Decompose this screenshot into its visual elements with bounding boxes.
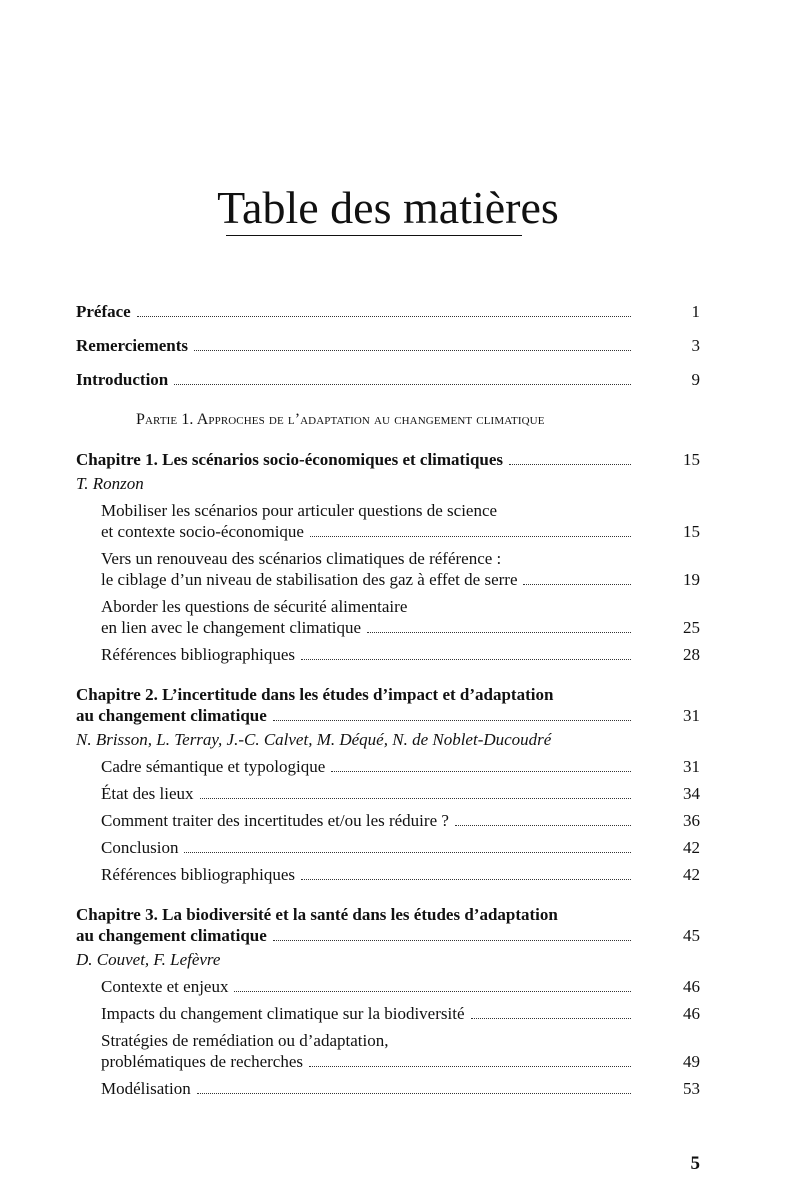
- entry-page-number: 34: [683, 784, 700, 803]
- dot-leader: [273, 940, 631, 941]
- dot-leader: [367, 632, 631, 633]
- entry-page-number: 36: [683, 811, 700, 830]
- entry-page-number: 53: [683, 1079, 700, 1098]
- section-entry: [101, 1078, 700, 1099]
- entry-title: Chapitre 2. L’incertitude dans les études d’impact et d’adaptation: [76, 685, 554, 704]
- entry-page-number: 46: [683, 977, 700, 996]
- entry-page-number: 46: [683, 1004, 700, 1023]
- dot-leader: [273, 720, 631, 721]
- entry-title: au changement climatique: [76, 926, 267, 945]
- dot-leader: [509, 464, 631, 465]
- chapter-entry: [76, 449, 700, 470]
- entry-line: [101, 1003, 700, 1024]
- entry-line: [76, 925, 700, 946]
- entry-line: [101, 783, 700, 804]
- entry-line: [76, 335, 700, 356]
- entry-title: Stratégies de remédiation ou d’adaptation,: [101, 1031, 389, 1050]
- entry-line: [101, 837, 700, 858]
- toc-entry: [76, 369, 700, 390]
- entry-page-number: 31: [683, 706, 700, 725]
- entry-line: [101, 810, 700, 831]
- dot-leader: [184, 852, 631, 853]
- section-entry: [101, 644, 700, 665]
- entry-line: [76, 449, 700, 470]
- entry-title: Préface: [76, 302, 131, 321]
- entry-line: [76, 301, 700, 322]
- dot-leader: [455, 825, 631, 826]
- entry-line: [76, 369, 700, 390]
- section-entry: [101, 976, 700, 997]
- entry-line: [101, 617, 700, 638]
- entry-title: Références bibliographiques: [101, 645, 296, 664]
- entry-title: Impacts du changement climatique sur la biodiversité: [101, 1004, 465, 1023]
- dot-leader: [471, 1018, 632, 1019]
- entry-title: et contexte socio-économique: [101, 522, 304, 541]
- dot-leader: [197, 1093, 631, 1094]
- entry-page-number: 42: [683, 838, 700, 857]
- dot-leader: [200, 798, 631, 799]
- entry-page-number: 28: [683, 645, 700, 664]
- entry-page-number: 9: [691, 370, 700, 389]
- entry-line: [101, 569, 700, 590]
- entry-page-number: 42: [683, 865, 700, 884]
- part-heading: Partie 1. Approches de l’adaptation au changement climatique: [136, 411, 545, 428]
- entry-title: au changement climatique: [76, 706, 267, 725]
- entry-title: Conclusion: [101, 838, 179, 857]
- entry-title: Références bibliographiques: [101, 865, 296, 884]
- section-entry: [101, 756, 700, 777]
- page-number: 5: [690, 1153, 700, 1174]
- section-entry: [101, 500, 700, 542]
- chapter-authors: T. Ronzon: [76, 474, 144, 493]
- entry-page-number: 15: [683, 522, 700, 541]
- entry-line: [76, 904, 700, 925]
- page-title: Table des matières: [217, 182, 559, 233]
- entry-title: Contexte et enjeux: [101, 977, 229, 996]
- entry-title: Chapitre 1. Les scénarios socio-économiques et climatiques: [76, 450, 504, 469]
- dot-leader: [194, 350, 631, 351]
- section-entry: [101, 810, 700, 831]
- dot-leader: [309, 1066, 631, 1067]
- entry-line: [101, 548, 700, 569]
- entry-line: [101, 1030, 700, 1051]
- title-underline: [226, 235, 522, 236]
- entry-title: Vers un renouveau des scénarios climatiques de référence :: [101, 549, 502, 568]
- toc-entry: [76, 335, 700, 356]
- dot-leader: [523, 584, 631, 585]
- entry-line: [76, 684, 700, 705]
- entry-title: État des lieux: [101, 784, 194, 803]
- section-entry: [101, 864, 700, 885]
- dot-leader: [174, 384, 631, 385]
- table-of-contents: [76, 301, 700, 1099]
- entry-line: [101, 596, 700, 617]
- entry-title: Comment traiter des incertitudes et/ou les réduire ?: [101, 811, 449, 830]
- dot-leader: [331, 771, 631, 772]
- entry-title: Chapitre 3. La biodiversité et la santé dans les études d’adaptation: [76, 905, 558, 924]
- entry-line: [101, 756, 700, 777]
- entry-title: Cadre sémantique et typologique: [101, 757, 326, 776]
- entry-line: [101, 521, 700, 542]
- section-entry: [101, 1030, 700, 1072]
- entry-line: [101, 976, 700, 997]
- entry-title: Introduction: [76, 370, 169, 389]
- dot-leader: [234, 991, 631, 992]
- entry-line: [101, 1051, 700, 1072]
- chapter-entry: [76, 904, 700, 946]
- entry-page-number: 25: [683, 618, 700, 637]
- entry-title: Mobiliser les scénarios pour articuler questions de science: [101, 501, 498, 520]
- section-entry: [101, 783, 700, 804]
- chapter-entry: [76, 684, 700, 726]
- entry-page-number: 15: [683, 450, 700, 469]
- entry-page-number: 45: [683, 926, 700, 945]
- entry-title: le ciblage d’un niveau de stabilisation des gaz à effet de serre: [101, 570, 518, 589]
- entry-line: [101, 864, 700, 885]
- dot-leader: [301, 879, 631, 880]
- entry-page-number: 3: [691, 336, 700, 355]
- section-entry: [101, 837, 700, 858]
- entry-page-number: 19: [683, 570, 700, 589]
- entry-page-number: 31: [683, 757, 700, 776]
- entry-title: Aborder les questions de sécurité alimentaire: [101, 597, 408, 616]
- entry-line: [76, 705, 700, 726]
- dot-leader: [301, 659, 631, 660]
- entry-line: [101, 1078, 700, 1099]
- chapter-authors: D. Couvet, F. Lefèvre: [76, 950, 221, 969]
- toc-entry: [76, 301, 700, 322]
- entry-title: Remerciements: [76, 336, 189, 355]
- section-entry: [101, 548, 700, 590]
- entry-line: [101, 644, 700, 665]
- entry-title: en lien avec le changement climatique: [101, 618, 362, 637]
- dot-leader: [310, 536, 631, 537]
- section-entry: [101, 596, 700, 638]
- entry-title: Modélisation: [101, 1079, 191, 1098]
- entry-page-number: 1: [691, 302, 700, 321]
- chapter-authors: N. Brisson, L. Terray, J.-C. Calvet, M. Déqué, N. de Noblet-Ducoudré: [76, 730, 552, 749]
- section-entry: [101, 1003, 700, 1024]
- dot-leader: [137, 316, 631, 317]
- entry-title: problématiques de recherches: [101, 1052, 304, 1071]
- entry-line: [101, 500, 700, 521]
- entry-page-number: 49: [683, 1052, 700, 1071]
